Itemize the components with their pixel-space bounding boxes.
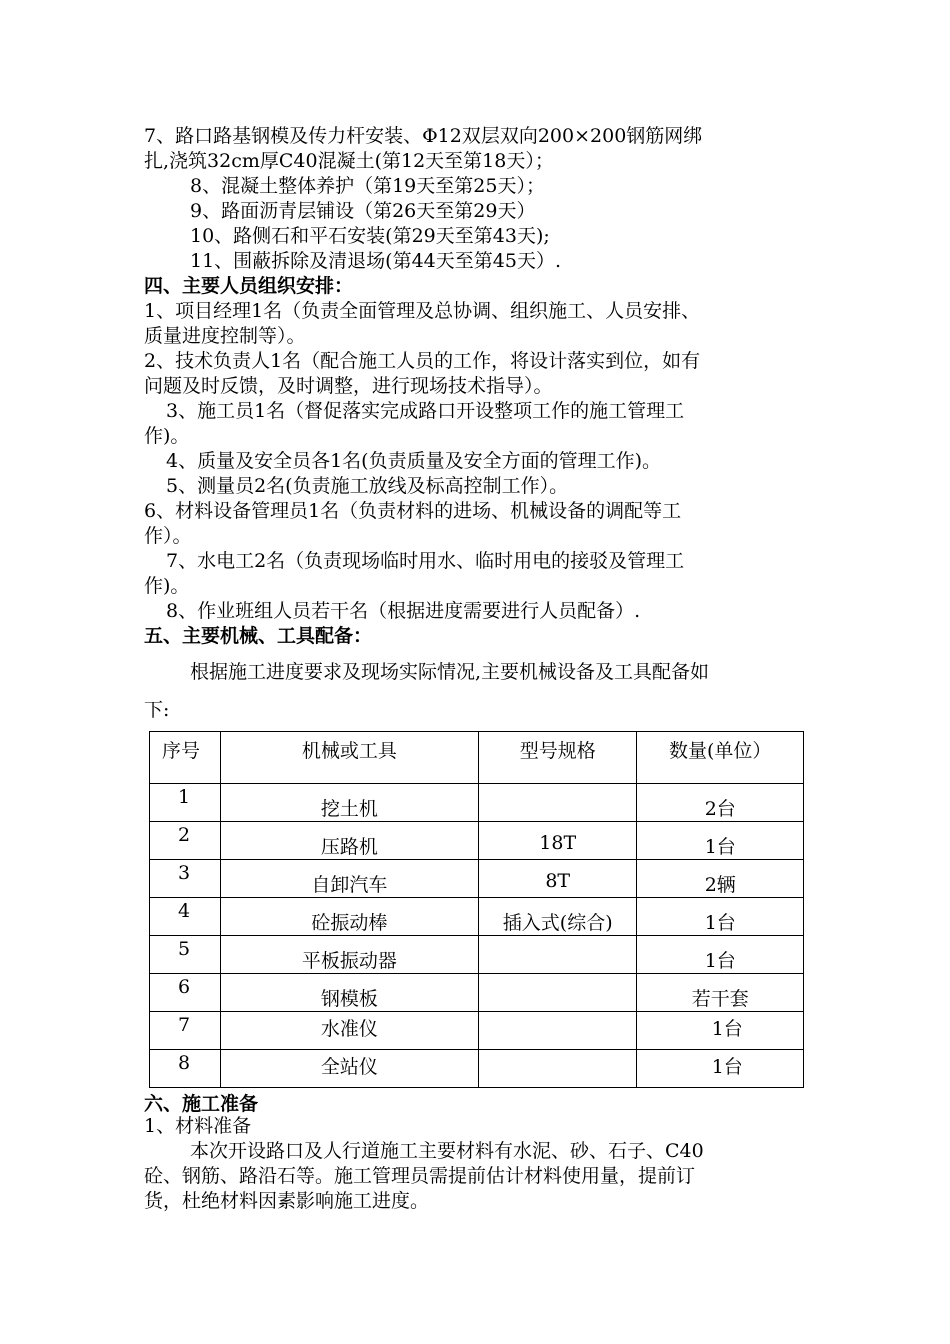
header-cell-index: 序号 (150, 732, 221, 784)
cell-quantity: 1台 (704, 836, 736, 858)
table-row (150, 860, 804, 898)
cell-index: 7 (178, 1014, 191, 1036)
cell-quantity: 2辆 (704, 874, 736, 896)
staff-line: 2、技术负责人1名（配合施工人员的工作，将设计落实到位，如有 (144, 350, 701, 372)
cell-equipment: 水准仪 (320, 1018, 378, 1040)
cell-model (479, 974, 637, 984)
cell-equipment: 挖土机 (320, 798, 378, 820)
cell-model: 插入式(综合) (502, 912, 613, 934)
materials-paragraph-line: 本次开设路口及人行道施工主要材料有水泥、砂、石子、C40 (190, 1140, 704, 1162)
staff-line: 3、施工员1名（督促落实完成路口开设整项工作的施工管理工 (166, 400, 685, 422)
cell-quantity: 1台 (711, 1018, 743, 1040)
schedule-line-7a: 7、路口路基钢模及传力杆安装、Φ12双层双向200×200钢筋网绑 (144, 125, 703, 147)
section-6-subheading: 1、材料准备 (144, 1115, 252, 1137)
equipment-intro-cont: 下: (144, 699, 170, 721)
cell-equipment: 自卸汽车 (311, 874, 388, 896)
staff-line: 问题及时反馈，及时调整，进行现场技术指导）。 (144, 375, 553, 397)
schedule-line-7b: 扎,浇筑32cm厚C40混凝土(第12天至第18天）； (144, 150, 554, 172)
cell-model (479, 784, 637, 794)
table-row (150, 974, 804, 1012)
equipment-intro: 根据施工进度要求及现场实际情况,主要机械设备及工具配备如 (190, 661, 710, 683)
cell-index: 5 (178, 938, 191, 960)
table-row (150, 936, 804, 974)
cell-equipment: 压路机 (320, 836, 378, 858)
section-5-heading: 五、主要机械、工具配备： (144, 625, 373, 647)
table-header-row (150, 732, 804, 784)
cell-model (479, 936, 637, 946)
staff-line: 1、项目经理1名（负责全面管理及总协调、组织施工、人员安排、 (144, 300, 701, 322)
header-cell-equipment: 机械或工具 (220, 732, 478, 784)
section-4-heading: 四、主要人员组织安排： (144, 275, 354, 297)
cell-quantity: 若干套 (691, 988, 749, 1010)
table-row (150, 784, 804, 822)
section-6-heading: 六、施工准备 (144, 1093, 259, 1115)
staff-line: 5、测量员2名(负责施工放线及标高控制工作）。 (166, 475, 569, 497)
cell-equipment: 砼振动棒 (311, 912, 388, 934)
cell-index: 8 (178, 1052, 191, 1074)
cell-index: 6 (178, 976, 191, 998)
cell-index: 2 (178, 824, 191, 846)
equipment-table (149, 731, 804, 1088)
staff-line: 7、水电工2名（负责现场临时用水、临时用电的接驳及管理工 (166, 550, 685, 572)
schedule-line-8: 8、混凝土整体养护（第19天至第25天）； (190, 175, 545, 197)
materials-paragraph-line: 砼、钢筋、路沿石等。施工管理员需提前估计材料使用量，提前订 (144, 1165, 696, 1187)
cell-model (479, 1012, 637, 1022)
cell-quantity: 2台 (704, 798, 736, 820)
cell-quantity: 1台 (711, 1056, 743, 1078)
cell-model (479, 1050, 637, 1060)
cell-model: 8T (545, 870, 571, 892)
schedule-line-11: 11、围蔽拆除及清退场(第44天至第45天）. (190, 250, 561, 272)
cell-equipment: 平板振动器 (301, 950, 397, 972)
cell-equipment: 钢模板 (320, 988, 378, 1010)
cell-index: 3 (178, 862, 191, 884)
materials-paragraph-line: 货，杜绝材料因素影响施工进度。 (144, 1190, 430, 1212)
staff-line: 作）。 (144, 525, 192, 547)
staff-line: 作)。 (144, 575, 190, 597)
header-cell-quantity: 数量(单位） (637, 732, 804, 784)
schedule-line-10: 10、路侧石和平石安装(第29天至第43天); (190, 225, 550, 247)
cell-quantity: 1台 (704, 950, 736, 972)
staff-line: 6、材料设备管理员1名（负责材料的进场、机械设备的调配等工 (144, 500, 682, 522)
cell-equipment: 全站仪 (320, 1056, 378, 1078)
staff-line: 质量进度控制等）。 (144, 325, 306, 347)
cell-model: 18T (539, 832, 577, 854)
table-row (150, 1012, 804, 1050)
staff-line: 8、作业班组人员若干名（根据进度需要进行人员配备）. (166, 600, 641, 622)
table-row (150, 1050, 804, 1088)
staff-line: 4、质量及安全员各1名(负责质量及安全方面的管理工作)。 (166, 450, 662, 472)
staff-line: 作)。 (144, 425, 190, 447)
schedule-line-9: 9、路面沥青层铺设（第26天至第29天） (190, 200, 536, 222)
header-cell-model: 型号规格 (478, 732, 637, 784)
cell-quantity: 1台 (704, 912, 736, 934)
table-row (150, 822, 804, 860)
table-row (150, 898, 804, 936)
cell-index: 4 (178, 900, 191, 922)
cell-index: 1 (178, 786, 191, 808)
